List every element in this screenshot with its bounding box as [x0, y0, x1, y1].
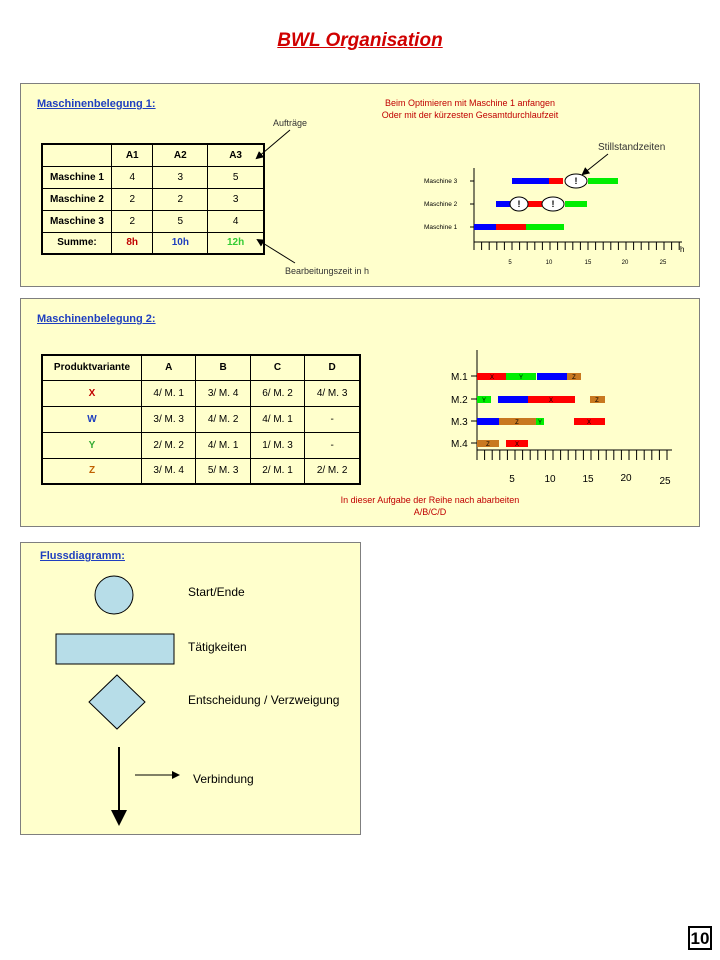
x-tick-label: 25 [659, 476, 671, 487]
bar-m3-a1 [512, 178, 549, 184]
bar-m1-w [537, 373, 567, 380]
panel1-note-line1: Beim Optimieren mit Maschine 1 anfangen [384, 98, 556, 108]
gantt1-ticks [474, 242, 679, 250]
panel3-heading: Flussdiagramm: [40, 550, 125, 562]
table-row [42, 406, 360, 432]
gantt-chart-1 [410, 160, 700, 270]
idle-marker-text: ! [517, 199, 521, 209]
cell: 4/ M. 1 [142, 380, 196, 406]
sum-cell: 8h [112, 232, 153, 254]
machine-label-m4: M.4 [451, 439, 468, 450]
header-cell: D [305, 355, 360, 380]
gantt-chart-2 [440, 340, 690, 490]
bar-m1-a3 [526, 224, 564, 230]
row-label: Maschine 1 [42, 166, 112, 188]
label-bearbeitungszeit: Bearbeitungszeit in h [285, 266, 370, 276]
bar-m2-a2 [528, 201, 542, 207]
x-tick-label: 25 [659, 260, 667, 266]
bar-m3-a2 [549, 178, 563, 184]
header-cell: B [196, 355, 250, 380]
x-unit-label: h [680, 245, 685, 254]
cell: 3/ M. 3 [142, 406, 196, 432]
label-entscheidung: Entscheidung / Verzweigung [188, 693, 340, 707]
machine-label-2: Maschine 2 [424, 201, 458, 208]
row-label: W [42, 406, 142, 432]
start-end-shape [95, 576, 133, 614]
page-title: BWL Organisation [277, 30, 443, 51]
header-cell: A2 [153, 144, 208, 166]
svg-text:Y: Y [481, 398, 487, 404]
label-verbindung: Verbindung [193, 772, 254, 786]
cell: - [305, 406, 360, 432]
panel2-heading: Maschinenbelegung 2: [37, 313, 156, 325]
x-tick-label: 5 [509, 474, 515, 485]
header-cell: A [142, 355, 196, 380]
arrow-auftraege [257, 130, 290, 158]
cell: 2/ M. 2 [305, 458, 360, 484]
machine-label-m3: M.3 [451, 417, 468, 428]
panel2-note-line2: A/B/C/D [413, 507, 447, 517]
svg-text:X: X [489, 375, 495, 381]
cell: 4 [112, 166, 153, 188]
svg-text:X: X [586, 420, 592, 426]
idle-marker-text: ! [574, 176, 578, 186]
cell: 3 [153, 166, 208, 188]
panel2-note [300, 494, 560, 518]
cell: 3/ M. 4 [142, 458, 196, 484]
idle-marker-text: ! [551, 199, 555, 209]
cell: 2 [112, 188, 153, 210]
header-cell: A3 [208, 144, 264, 166]
machine-label-1: Maschine 1 [424, 224, 458, 231]
cell: 3/ M. 4 [196, 380, 250, 406]
panel1-heading: Maschinenbelegung 1: [37, 98, 156, 110]
cell: 3 [208, 188, 264, 210]
x-tick-label: 20 [620, 473, 632, 484]
x-tick-label: 15 [584, 260, 592, 266]
row-label: Y [42, 432, 142, 458]
bar-m1-a2 [496, 224, 526, 230]
bar-m1-a1 [474, 224, 496, 230]
bar-m2-a3 [565, 201, 587, 207]
cell: 5 [208, 166, 264, 188]
svg-text:Y: Y [537, 420, 543, 426]
svg-text:Z: Z [486, 442, 490, 448]
bar-m2-a1 [496, 201, 510, 207]
machine-label-m2: M.2 [451, 395, 468, 406]
sum-cell: 10h [153, 232, 208, 254]
svg-text:X: X [514, 442, 520, 448]
machine-label-m1: M.1 [451, 372, 468, 383]
activity-shape [56, 634, 174, 664]
row-label: X [42, 380, 142, 406]
table-header-row [42, 355, 360, 380]
svg-text:Z: Z [515, 420, 519, 426]
cell: 2/ M. 1 [250, 458, 304, 484]
cell: 6/ M. 2 [250, 380, 304, 406]
header-cell: C [250, 355, 304, 380]
label-start-ende: Start/Ende [188, 585, 245, 599]
x-tick-label: 10 [545, 260, 553, 266]
label-taetigkeiten: Tätigkeiten [188, 640, 247, 654]
label-stillstandzeiten: Stillstandzeiten [598, 142, 666, 153]
cell: 2/ M. 2 [142, 432, 196, 458]
panel1-note-line2: Oder mit der kürzesten Gesamtdurchlaufzeit [381, 110, 559, 120]
decision-shape [89, 675, 145, 729]
cell: 5/ M. 3 [196, 458, 250, 484]
x-tick-label: 20 [621, 260, 629, 266]
x-tick-label: 15 [582, 474, 594, 485]
gantt2-ticks [477, 450, 667, 460]
cell: 2 [153, 188, 208, 210]
table-row [42, 432, 360, 458]
sum-cell: 12h [208, 232, 264, 254]
cell: 2 [112, 210, 153, 232]
bar-m3-w [477, 418, 499, 425]
machine-label-3: Maschine 3 [424, 178, 458, 185]
svg-text:Z: Z [572, 375, 576, 381]
svg-text:X: X [548, 398, 554, 404]
cell: 4/ M. 1 [250, 406, 304, 432]
table-row [42, 380, 360, 406]
cell: 4/ M. 1 [196, 432, 250, 458]
row-label: Z [42, 458, 142, 484]
bar-m3-a3 [588, 178, 618, 184]
cell: 4 [208, 210, 264, 232]
svg-text:Y: Y [518, 375, 524, 381]
cell: 4/ M. 3 [305, 380, 360, 406]
header-cell: Produktvariante [42, 355, 142, 380]
panel2-note-line1: In dieser Aufgabe der Reihe nach abarbeiten [340, 495, 520, 505]
svg-text:Z: Z [595, 398, 599, 404]
table-maschinenbelegung-2 [41, 354, 361, 485]
header-cell: A1 [112, 144, 153, 166]
bar-m2-w [498, 396, 528, 403]
arrow-bearbeitungszeit [258, 240, 295, 263]
sum-label: Summe: [42, 232, 112, 254]
cell: 4/ M. 2 [196, 406, 250, 432]
table-row [42, 458, 360, 484]
x-tick-label: 10 [544, 474, 556, 485]
row-label: Maschine 2 [42, 188, 112, 210]
cell: 1/ M. 3 [250, 432, 304, 458]
row-label: Maschine 3 [42, 210, 112, 232]
page-number: 10 [688, 926, 712, 950]
cell: - [305, 432, 360, 458]
x-tick-label: 5 [508, 260, 512, 266]
label-auftraege: Aufträge [273, 118, 308, 128]
cell: 5 [153, 210, 208, 232]
